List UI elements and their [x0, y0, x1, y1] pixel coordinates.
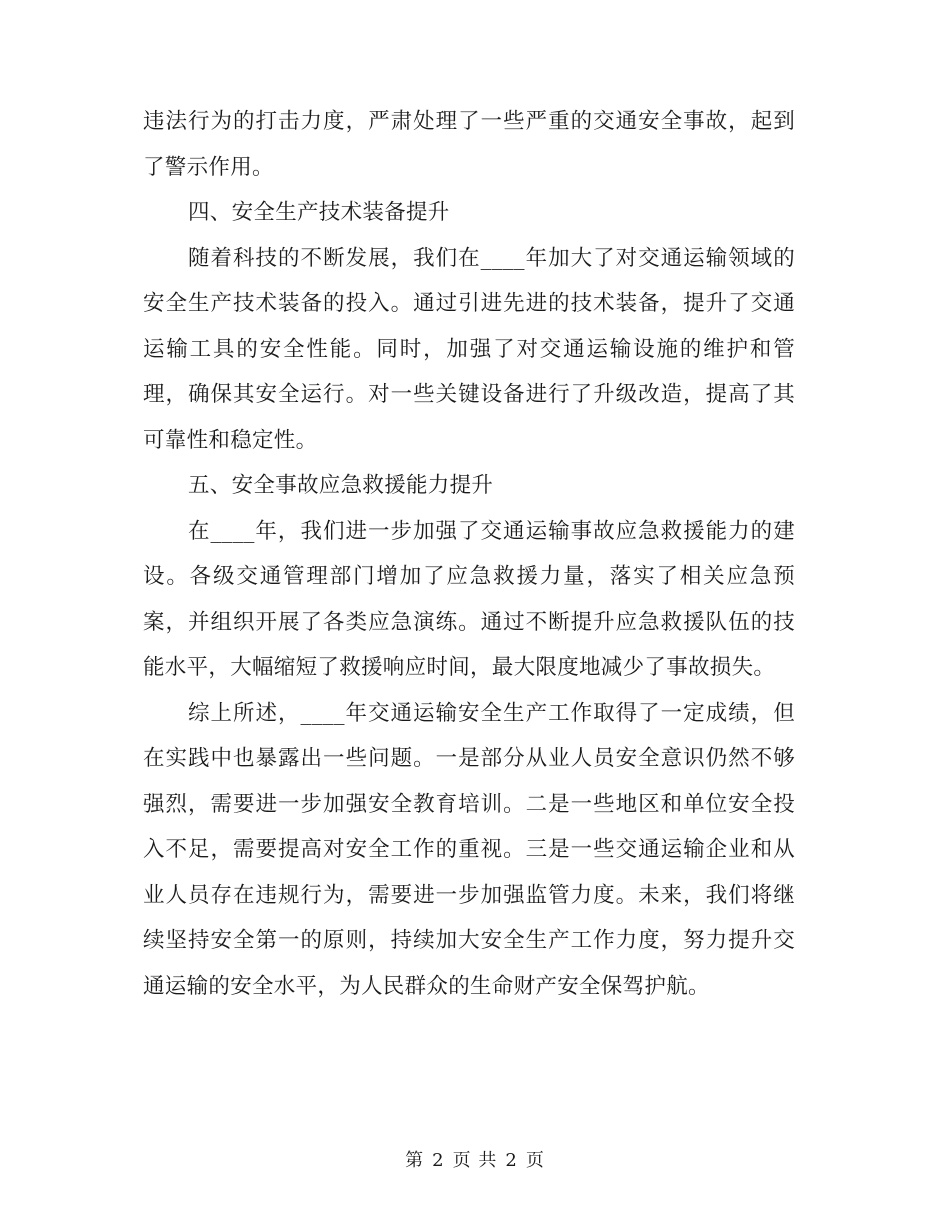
- paragraph-technology-equipment: 随着科技的不断发展，我们在____年加大了对交通运输领域的安全生产技术装备的投入。通过引进先进的技术装备，提升了交通运输工具的安全性能。同时，加强了对交通运输设施的维护和管理，确保其安全运行。对一些关键设备进行了升级改造，提高了其可靠性和稳定性。: [143, 245, 795, 453]
- paragraph-summary: 综上所述，____年交通运输安全生产工作取得了一定成绩，但在实践中也暴露出一些问题。一是部分从业人员安全意识仍然不够强烈，需要进一步加强安全教育培训。二是一些地区和单位安全投入不足，需要提高对安全工作的重视。三是一些交通运输企业和从业人员存在违规行为，需要进一步加强监管力度。未来，我们将继续坚持安全第一的原则，持续加大安全生产工作力度，努力提升交通运输的安全水平，为人民群众的生命财产安全保驾护航。: [143, 700, 795, 999]
- section-heading-5: 五、安全事故应急救援能力提升: [188, 473, 494, 498]
- footer-middle: 页 共: [452, 1150, 498, 1171]
- page-footer: [0, 1146, 950, 1172]
- footer-suffix: 页: [525, 1150, 545, 1171]
- paragraph-emergency-rescue: 在____年，我们进一步加强了交通运输事故应急救援能力的建设。各级交通管理部门增加了应急救援力量，落实了相关应急预案，并组织开展了各类应急演练。通过不断提升应急救援队伍的技能水平，大幅缩短了救援响应时间，最大限度地减少了事故损失。: [143, 518, 795, 680]
- footer-current-page: 2: [432, 1150, 445, 1171]
- section-heading-4: 四、安全生产技术装备提升: [188, 200, 450, 225]
- paragraph-continuation: 违法行为的打击力度，严肃处理了一些严重的交通安全事故，起到了警示作用。: [143, 109, 795, 180]
- footer-prefix: 第: [405, 1150, 425, 1171]
- document-body: [143, 99, 795, 1009]
- footer-total-pages: 2: [505, 1150, 518, 1171]
